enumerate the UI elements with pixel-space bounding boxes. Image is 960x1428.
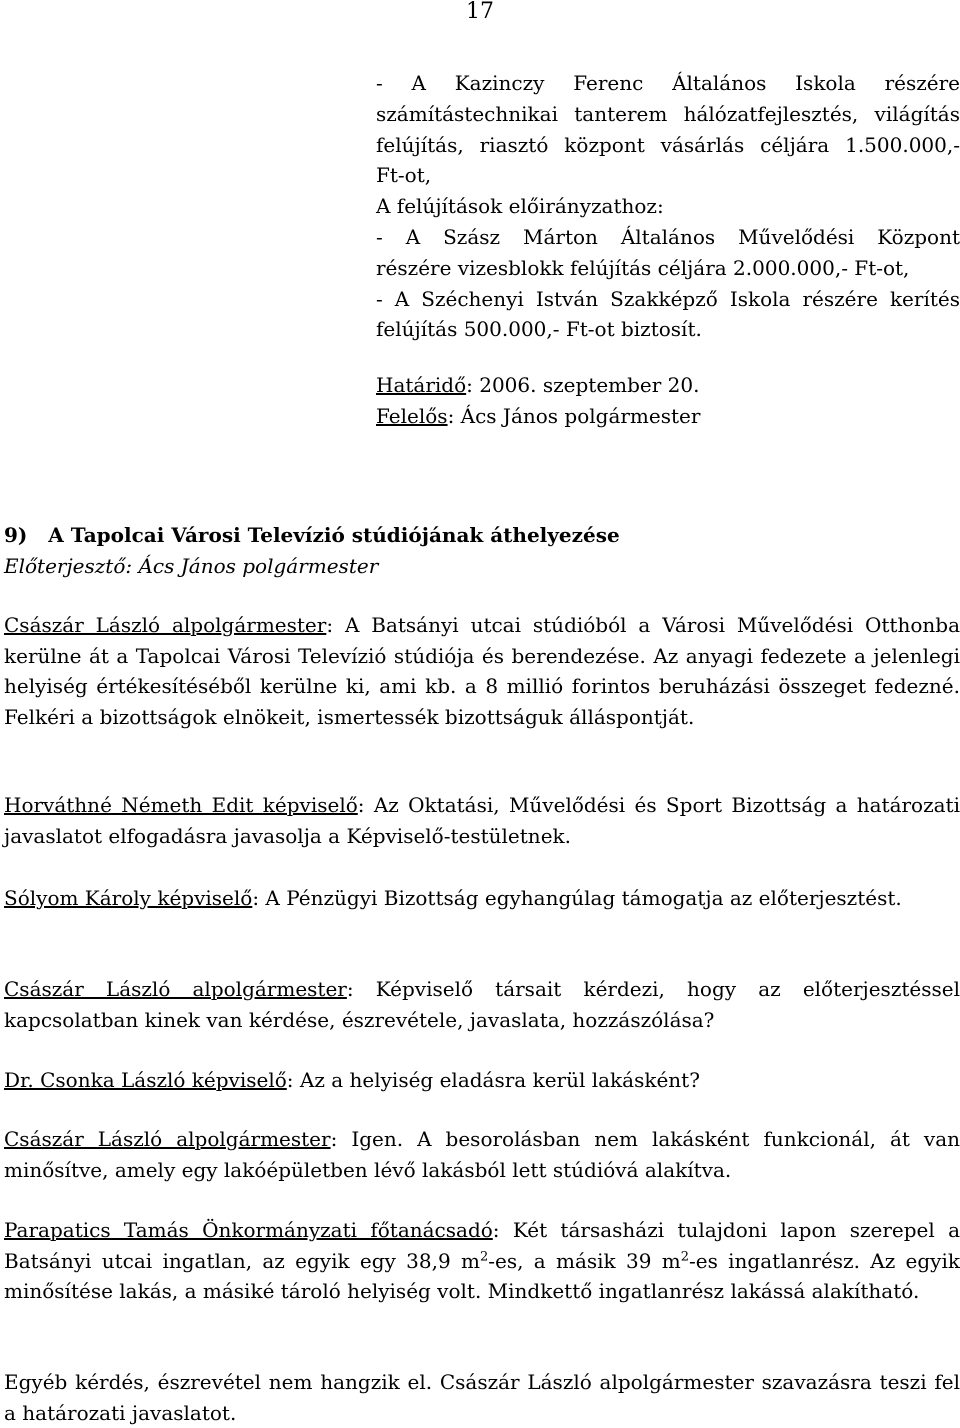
intro-block [376,68,960,432]
responsible-line [376,401,960,432]
speaker-name: Horváthné Németh Edit képviselő [4,793,358,817]
paragraph-text: : A Pénzügyi Bizottság egyhangúlag támogatja az előterjesztést. [252,886,902,910]
paragraph [4,974,960,1035]
paragraph-text: : Az Oktatási, Művelődési és Sport Bizottság a határozati javaslatot elfogadásra javasolja a Képviselő-testületnek. [4,793,960,848]
intro-line-4: Ft-ot, [376,163,432,188]
speaker-name: Császár László alpolgármester [4,613,327,637]
deadline-line [376,370,960,401]
intro-line-7: részére vizesblokk felújítás céljára 2.000.000,- Ft-ot, [376,255,910,280]
superscript: 2 [479,1248,489,1264]
closing-text: Egyéb kérdés, észrevétel nem hangzik el. Császár László alpolgármester szavazásra teszi fel a határozati javaslatot. [4,1370,960,1425]
presenter-line: Előterjesztő: Ács János polgármester [4,553,379,578]
intro-line-8: - A Széchenyi István Szakképző Iskola részére kerítés [376,286,960,311]
intro-line-6: - A Szász Márton Általános Művelődési Központ [376,224,960,249]
paragraph-text: : Képviselő társait kérdezi, hogy az előterjesztéssel kapcsolatban kinek van kérdése, észrevétele, javaslata, hozzászólása? [4,977,960,1032]
paragraph [4,790,960,851]
paragraph-text: : Az a helyiség eladásra kerül lakásként? [286,1068,700,1092]
intro-line-9: felújítás 500.000,- Ft-ot biztosít. [376,317,702,342]
paragraph-text: : Két társasházi tulajdoni lapon szerepel a Batsányi utcai ingatlan, az egyik egy 38,9 m [4,1218,960,1273]
speaker-name: Császár László alpolgármester [4,1127,331,1151]
responsible-label: Felelős [376,403,448,428]
paragraph [4,1215,960,1307]
paragraph [4,883,960,914]
page-number: 17 [466,0,494,24]
paragraph [4,610,960,732]
paragraph [4,1065,960,1096]
paragraph [4,1124,960,1185]
paragraph-text: -es, a másik 39 m [488,1248,681,1273]
speaker-name: Sólyom Károly képviselő [4,886,253,910]
superscript: 2 [680,1248,689,1264]
paragraph-text: -es ingatlanrész. Az egyik minősítése lakás, a másiké tároló helyiség volt. Mindkettő ingatlanrész lakássá alakítható. [4,1248,960,1303]
intro-line-2: számítástechnikai tanterem hálózatfejlesztés, világítás [376,101,960,126]
paragraph-text: : Igen. A besorolásban nem lakásként funkcionál, át van minősítve, amely egy lakóépületben lévő lakásból lett stúdióvá alakítva. [4,1127,960,1182]
speaker-name: Dr. Csonka László képviselő [4,1068,287,1092]
closing-paragraph [4,1367,960,1428]
section-9-header [4,520,960,581]
deadline-label: Határidő [376,373,467,398]
paragraph-text: : A Batsányi utcai stúdióból a Városi Művelődési Otthonba kerülne át a Tapolcai Városi Televízió stúdiója és berendezése. Az anyagi fedezete a jelenlegi helyiség értékesítéséből kerülne ki, ami kb. a 8 millió forintos beruházási összeget fedezné. Felkéri a bizottságok elnökeit, ismertessék bizottságuk álláspontját. [4,613,960,729]
speaker-name: Császár László alpolgármester [4,977,347,1001]
speaker-name: Parapatics Tamás Önkormányzati főtanácsadó [4,1218,493,1242]
intro-line-5: A felújítások előirányzathoz: [376,194,664,219]
section-title: 9) A Tapolcai Városi Televízió stúdiójának áthelyezése [4,523,620,547]
intro-line-3: felújítás, riasztó központ vásárlás céljára 1.500.000,- [376,132,960,157]
intro-line-1: - A Kazinczy Ferenc Általános Iskola részére [376,71,960,95]
deadline-value: : 2006. szeptember 20. [466,373,700,398]
responsible-value: : Ács János polgármester [447,403,701,428]
